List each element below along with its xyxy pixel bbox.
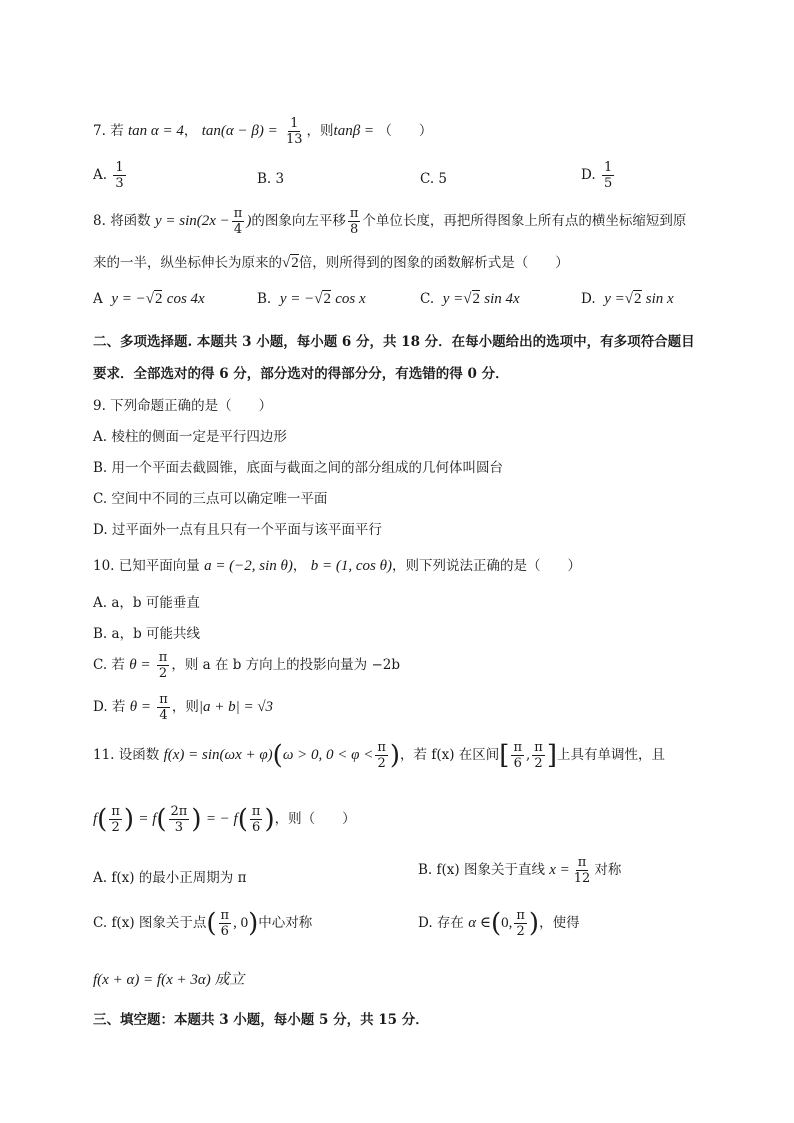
q11-choice-c: C. f(x) 图象关于点( $\frac{\pi}{6}$ , 0)中心对称	[93, 908, 313, 939]
question-9-stem: 9. 下列命题正确的是（ ）	[93, 398, 273, 414]
q11-choice-b: B. f(x) 图象关于直线 x = $\frac{\pi}{12}$ 对称	[418, 855, 622, 886]
q7-choice-a: A. $\frac{1}{3}$	[93, 160, 124, 191]
q8-choice-b: B. y = −√2 cos x	[257, 291, 366, 307]
q11-choice-a: A. f(x) 的最小正周期为 π	[93, 870, 247, 886]
q10-choice-d: D. 若 θ = $\frac{\pi}{4}$ ，则|a + b| = √3	[93, 692, 274, 723]
question-8-line-1: 8. 将函数 y = sin(2x − $\frac{\pi}{4}$ )的图象向左平移 $\frac{\pi}{8}$ 个单位长度，再把所得图象上所有点的横坐标缩短到原	[93, 206, 687, 237]
q11-choice-d: D. 存在 α ∈(0, $\frac{\pi}{2}$ )，使得	[418, 908, 580, 939]
q7-choice-d: D. $\frac{1}{5}$	[581, 160, 613, 191]
q7-choice-c: C. 5	[420, 171, 448, 187]
q10-choice-b: B. a，b 可能共线	[93, 626, 200, 642]
question-11-line-2: f( $\frac{\pi}{2}$ ) = f( $\frac{2\pi}{3}$ ) = − f( $\frac{\pi}{6}$ )，则（ ）	[93, 804, 356, 835]
section-2-heading-line-2: 要求．全部选对的得 6 分，部分选对的得部分分，有选错的得 0 分．	[93, 366, 509, 382]
question-7: 7. 若 tan α = 4， tan(α − β) = $\frac{1}{13}$ ，则tanβ = （ ）	[93, 116, 433, 147]
q9-choice-b: B. 用一个平面去截圆锥，底面与截面之间的部分组成的几何体叫圆台	[93, 460, 504, 476]
question-11-line-1: 11. 设函数 f(x) = sin(ωx + φ)(ω > 0, 0 < φ < $\frac{\pi}{2}$ )，若 f(x) 在区间[ $\frac{\pi}{6}$ , $\frac{\pi}{2}$ ]上具有单调性，且	[93, 740, 665, 771]
q11-choice-d-line-2: f(x + α) = f(x + 3α) 成立	[93, 972, 245, 988]
q7-choice-b: B. 3	[257, 171, 285, 187]
fraction: $\frac{1}{13}$	[286, 116, 303, 147]
question-number: 7.	[93, 123, 106, 139]
q8-choice-c: C. y =√2 sin 4x	[420, 291, 520, 307]
q9-choice-c: C. 空间中不同的三点可以确定唯一平面	[93, 491, 328, 507]
section-3-heading: 三、填空题：本题共 3 小题，每小题 5 分，共 15 分．	[93, 1012, 429, 1028]
question-10-stem: 10. 已知平面向量 a = (−2, sin θ)， b = (1, cos θ)，则下列说法正确的是（ ）	[93, 558, 581, 574]
question-8-line-2: 来的一半，纵坐标伸长为原来的√2倍，则所得到的图象的函数解析式是（ ）	[93, 255, 569, 271]
q8-choice-d: D. y =√2 sin x	[581, 291, 674, 307]
section-2-heading-line-1: 二、多项选择题. 本题共 3 小题，每小题 6 分，共 18 分．在每小题给出的选项中，有多项符合题目	[93, 334, 695, 350]
q10-choice-a: A. a，b 可能垂直	[93, 595, 200, 611]
q9-choice-d: D. 过平面外一点有且只有一个平面与该平面平行	[93, 522, 382, 538]
q10-choice-c: C. 若 θ = $\frac{\pi}{2}$ ，则 a 在 b 方向上的投影向量为 −2b	[93, 650, 401, 681]
q9-choice-a: A. 棱柱的侧面一定是平行四边形	[93, 429, 287, 445]
q8-choice-a: A y = −√2 cos 4x	[93, 291, 205, 307]
